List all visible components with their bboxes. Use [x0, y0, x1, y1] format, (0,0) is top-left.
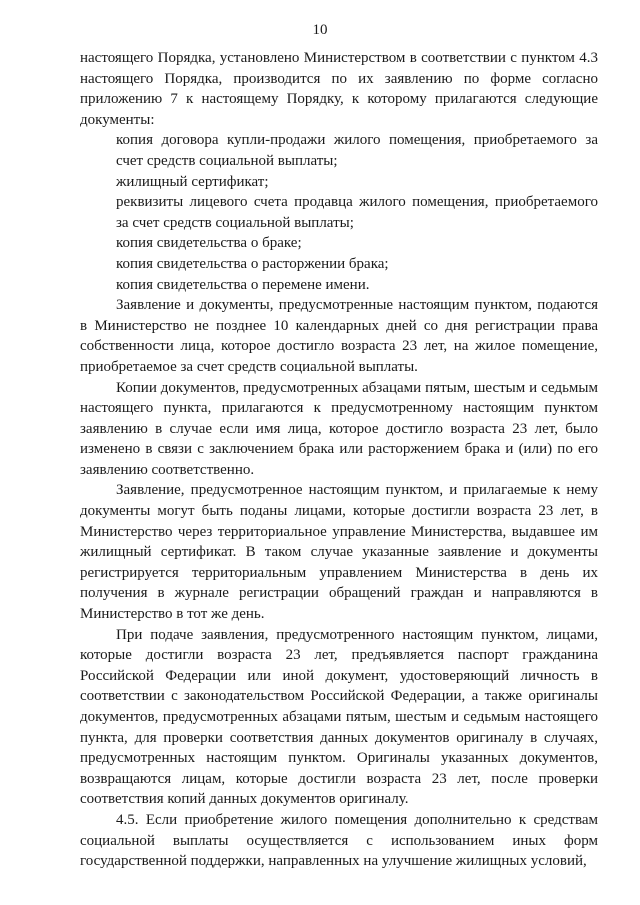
list-item-name-change-certificate: копия свидетельства о перемене имени.: [116, 276, 370, 293]
list-item-divorce-certificate: копия свидетельства о расторжении брака;: [116, 255, 389, 272]
document-body: [80, 48, 598, 872]
paragraph-continuation: настоящего Порядка, установлено Министерством в соответствии с пунктом 4.3 настоящего Порядка, производится по их заявлению по форме согласно приложению 7 к настоящему Порядку, к которому прилагаются следующие документы:: [80, 50, 598, 128]
paragraph-copies-requirement: Копии документов, предусмотренных абзацами пятым, шестым и седьмым настоящего пункта, прилагаются к предусмотренному настоящим пунктом заявлению в случае если имя лица, которое достигло возраста 23 лет, было изменено в связи с заключением брака или расторжением брака и (или) по его заявлению соответственно.: [80, 379, 598, 478]
paragraph-territorial-submission: Заявление, предусмотренное настоящим пунктом, и прилагаемые к нему документы могут быть поданы лицами, которые достигли возраста 23 лет, в Министерство через территориальное управление Министерства, выдавшее им жилищный сертификат. В таком случае указанные заявление и документы регистрируется территориальным управлением Министерства в день их получения в журнале регистрации обращений граждан и направляются в Министерство в тот же день.: [80, 482, 598, 623]
paragraph-section-4-5: 4.5. Если приобретение жилого помещения дополнительно к средствам социальной выплаты осуществляется с использованием иных форм государственной поддержки, направленных на улучшение жилищных условий,: [80, 811, 598, 870]
paragraph-submission-deadline: Заявление и документы, предусмотренные настоящим пунктом, подаются в Министерство не позднее 10 календарных дней со дня регистрации права собственности лица, которое достигло возраста 23 лет, на жилое помещение, приобретаемое за счет средств социальной выплаты.: [80, 297, 598, 375]
paragraph-identity-verification: При подаче заявления, предусмотренного настоящим пунктом, лицами, которые достигли возраста 23 лет, предъявляется паспорт гражданина Российской Федерации или иной документ, удостоверяющий личность в соответствии с законодательством Российской Федерации, а также оригиналы документов, предусмотренных абзацами пятым, шестым и седьмым настоящего пункта, для проверки соответствия данных документов оригиналу в случаях, предусмотренных настоящим пунктом. Оригиналы указанных документов, возвращаются лицам, которые достигли возраста 23 лет, после проверки соответствия копий данных документов оригиналу.: [80, 626, 598, 808]
list-item-contract-copy: копия договора купли-продажи жилого помещения, приобретаемого за счет средств социальной выплаты;: [116, 132, 598, 169]
list-item-housing-certificate: жилищный сертификат;: [116, 173, 269, 190]
list-item-marriage-certificate: копия свидетельства о браке;: [116, 235, 302, 252]
page-number: 10: [312, 22, 328, 38]
list-item-seller-account-details: реквизиты лицевого счета продавца жилого помещения, приобретаемого за счет средств социальной выплаты;: [116, 194, 598, 231]
